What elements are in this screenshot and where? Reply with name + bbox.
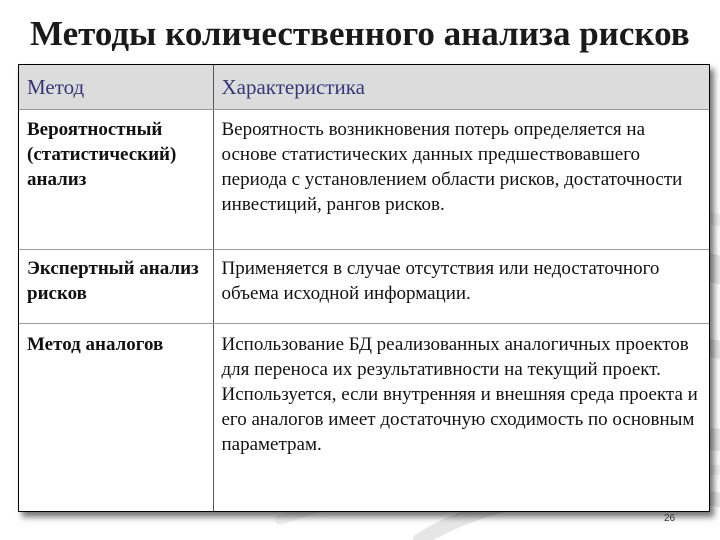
slide-number: 26 <box>664 513 676 524</box>
header-method: Метод <box>19 65 213 109</box>
table-row <box>19 249 709 323</box>
methods-table <box>18 64 710 512</box>
table-row <box>19 323 709 511</box>
method-cell: Экспертный анализ рисков <box>19 249 213 323</box>
characteristic-cell: Применяется в случае отсутствия или недостаточного объема исходной информации. <box>213 249 709 323</box>
method-cell: Вероятностный (статистический) анализ <box>19 109 213 249</box>
page-title: Методы количественного анализа рисков <box>30 14 690 53</box>
table-row <box>19 109 709 249</box>
table-header-row <box>19 65 709 109</box>
characteristic-cell: Вероятность возникновения потерь определяется на основе статистических данных предшествовавшего периода с установлением области рисков, достаточности инвестиций, рангов рисков. <box>213 109 709 249</box>
characteristic-cell: Использование БД реализованных аналогичных проектов для переноса их результативности на текущий проект. Используется, если внутренняя и внешняя среда проекта и его аналогов имеет достаточную сходимость по основным параметрам. <box>221 333 698 455</box>
header-characteristic: Характеристика <box>213 65 709 109</box>
method-cell: Метод аналогов <box>19 323 213 511</box>
